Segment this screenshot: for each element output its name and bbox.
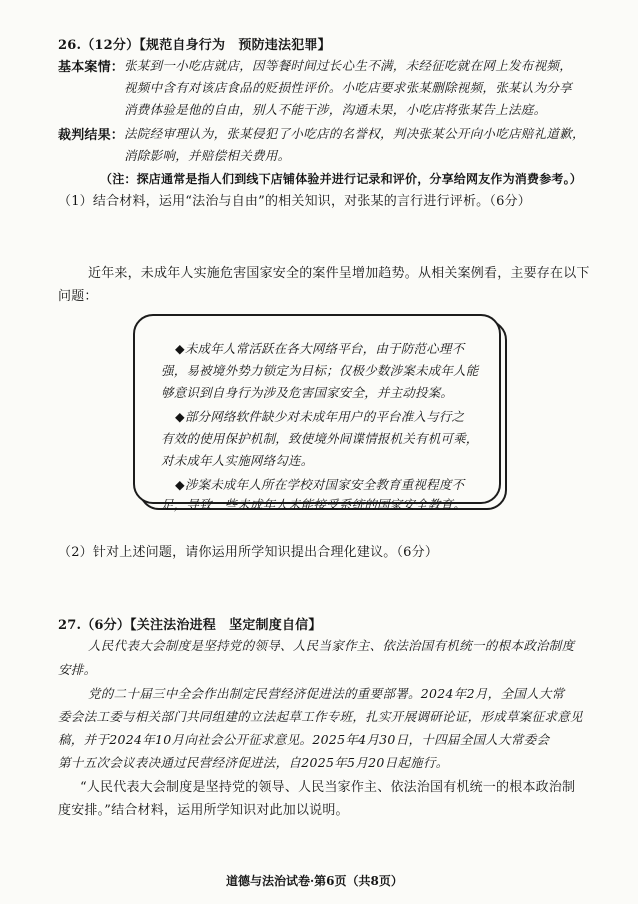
verdict-line-2: 消除影响，并赔偿相关费用。: [124, 148, 291, 163]
intro-line-1: 近年来，未成年人实施危害国家安全的案件呈增加趋势。从相关案例看，主要存在以下: [88, 266, 590, 281]
para2-line-2: 委会法工委与相关部门共同组建的立法起草工作专班，扎实开展调研论证，形成草案征求意见: [58, 709, 583, 724]
box-line-5: 有效的使用保护机制，致使境外间谍情报机关有机可乘，: [161, 430, 479, 446]
box-line-7: ◆涉案未成年人所在学校对国家安全教育重视程度不: [175, 476, 465, 492]
case-line-2: 视频中含有对该店食品的贬损性评价。小吃店要求张某删除视频，张某认为分享: [124, 80, 573, 95]
box-line-6: 对未成年人实施网络勾连。: [161, 452, 314, 468]
verdict-line-1: 法院经审理认为，张某侵犯了小吃店的名誉权，判决张某公开向小吃店赔礼道歉，: [124, 126, 585, 141]
page-footer: 道德与法治试卷·第6页（共8页）: [226, 874, 403, 888]
q27-heading: 27.（6分）【关注法治进程 坚定制度自信】: [58, 618, 322, 633]
para2-line-1: 党的二十届三中全会作出制定民营经济促进法的重要部署。2024年2月，全国人大常: [88, 686, 565, 701]
note: （注：探店通常是指人们到线下店铺体验并进行记录和评价，分享给网友作为消费参考。）: [100, 172, 583, 186]
verdict-label: 裁判结果：: [58, 128, 125, 143]
q26-heading: 26.（12分）【规范自身行为 预防违法犯罪】: [58, 38, 331, 53]
box-line-4: ◆部分网络软件缺少对未成年用户的平台准入与行之: [175, 408, 465, 424]
case-line-3: 消费体验是他的自由，别人不能干涉，沟通未果，小吃店将张某告上法庭。: [124, 102, 547, 117]
para2-line-4: 第十五次会议表决通过民营经济促进法，自2025年5月20日起施行。: [58, 755, 449, 770]
box-line-1: ◆未成年人常活跃在各大网络平台，由于防范心理不: [175, 340, 465, 356]
case-line-1: 张某到一小吃店就店，因等餐时间过长心生不满，未经征吃就在网上发布视频，: [124, 58, 573, 73]
box-line-8: 足，导致一些未成年人未能接受系统的国家安全教育。: [161, 496, 466, 512]
q27-question-line-1: “人民代表大会制度是坚持党的领导、人民当家作主、依法治国有机统一的根本政治制: [80, 780, 576, 795]
sub-question-1: （1）结合材料，运用“法治与自由”的相关知识，对张某的言行进行评析。（6分）: [58, 194, 531, 209]
para2-line-3: 稿，并于2024年10月向社会公开征求意见。2025年4月30日，十四届全国人大常委会: [58, 732, 550, 747]
case-label: 基本案情：: [58, 60, 125, 75]
para1-line-1: 人民代表大会制度是坚持党的领导、人民当家作主、依法治国有机统一的根本政治制度: [88, 638, 575, 653]
intro-line-2: 问题：: [58, 289, 98, 304]
sub-question-2: （2）针对上述问题，请你运用所学知识提出合理化建议。（6分）: [58, 545, 439, 560]
box-line-2: 强，易被境外势力锁定为目标；仅极少数涉案未成年人能: [161, 362, 479, 378]
para1-line-2: 安排。: [58, 662, 97, 677]
q27-question-line-2: 度安排。”结合材料，运用所学知识对此加以说明。: [58, 803, 349, 818]
box-line-3: 够意识到自身行为涉及危害国家安全，并主动投案。: [161, 384, 454, 400]
problem-box: [133, 314, 501, 512]
